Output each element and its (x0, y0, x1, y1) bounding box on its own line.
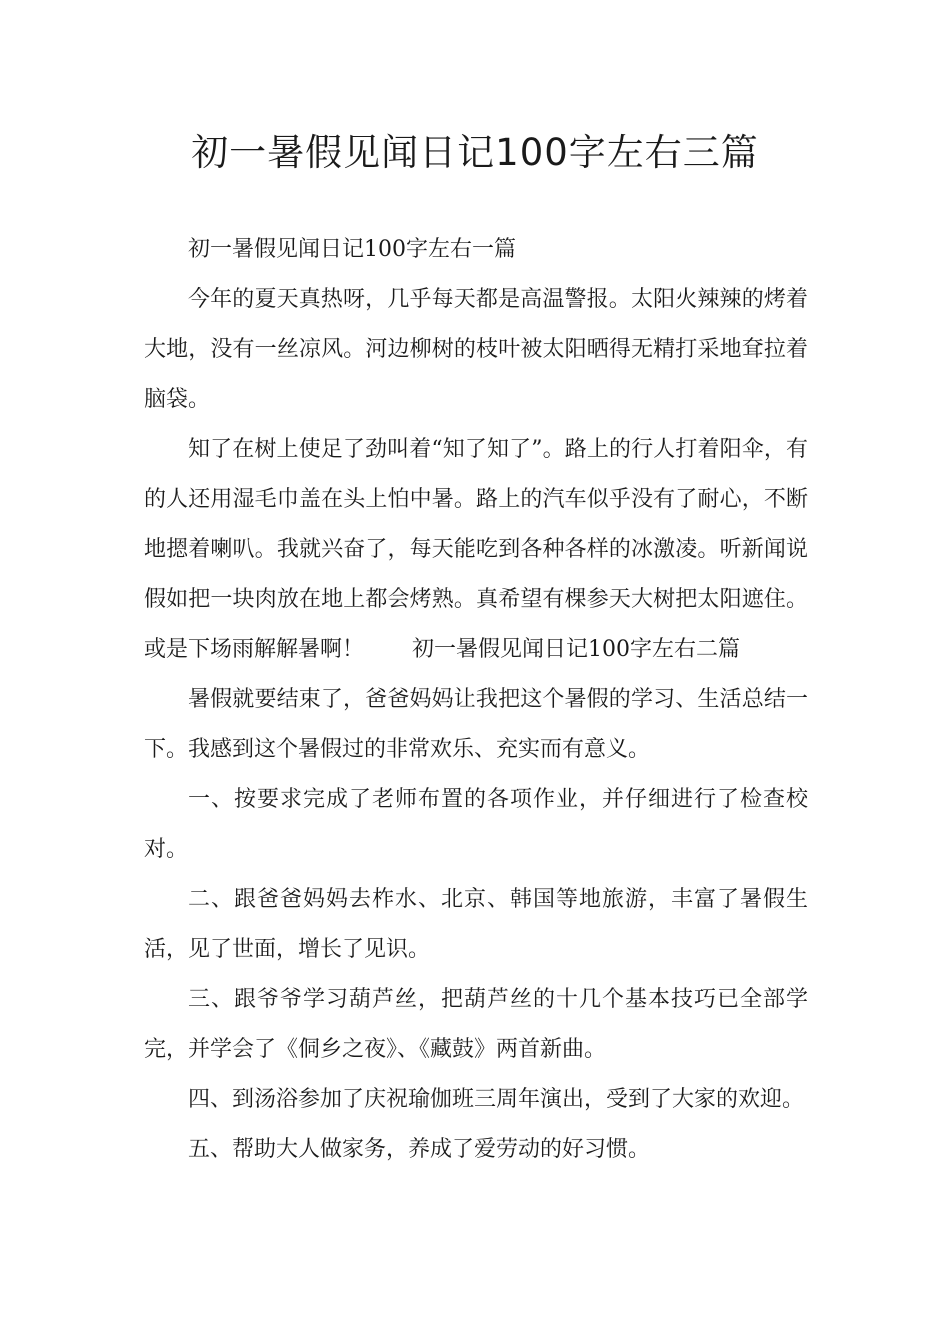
paragraph-8: 五、帮助大人做家务，养成了爱劳动的好习惯。 (188, 1137, 651, 1162)
paragraph-2 (144, 425, 808, 675)
paragraph-7: 四、到汤浴参加了庆祝瑜伽班三周年演出，受到了大家的欢迎。 (188, 1087, 805, 1112)
document-title: 初一暑假见闻日记100字左右三篇 (191, 131, 759, 174)
paragraph-2-text: 知了在树上使足了劲叫着“知了知了”。路上的行人打着阳伞，有的人还用湿毛巾盖在头上怕中暑。路上的汽车似乎没有了耐心，不断地摁着喇叭。我就兴奋了，每天能吃到各种各样的冰激凌。听新闻说假如把一块肉放在地上都会烤熟。真希望有棵参天大树把太阳遮住。或是下场雨解解暑啊！ (144, 437, 808, 662)
paragraph-1: 今年的夏天真热呀，几乎每天都是高温警报。太阳火辣辣的烤着大地，没有一丝凉风。河边柳树的枝叶被太阳晒得无精打采地耷拉着脑袋。 (144, 287, 808, 412)
section-heading-2: 初一暑假见闻日记100字左右二篇 (412, 637, 741, 662)
paragraph-4: 一、按要求完成了老师布置的各项作业，并仔细进行了检查校对。 (144, 787, 808, 862)
paragraph-3: 暑假就要结束了，爸爸妈妈让我把这个暑假的学习、生活总结一下。我感到这个暑假过的非常欢乐、充实而有意义。 (144, 687, 808, 762)
document-body (144, 225, 808, 1175)
paragraph-5: 二、跟爸爸妈妈去柞水、北京、韩国等地旅游，丰富了暑假生活，见了世面，增长了见识。 (144, 887, 808, 962)
section-heading-1: 初一暑假见闻日记100字左右一篇 (188, 237, 516, 262)
paragraph-6: 三、跟爷爷学习葫芦丝，把葫芦丝的十几个基本技巧已全部学完，并学会了《侗乡之夜》、《藏鼓》两首新曲。 (144, 987, 808, 1062)
